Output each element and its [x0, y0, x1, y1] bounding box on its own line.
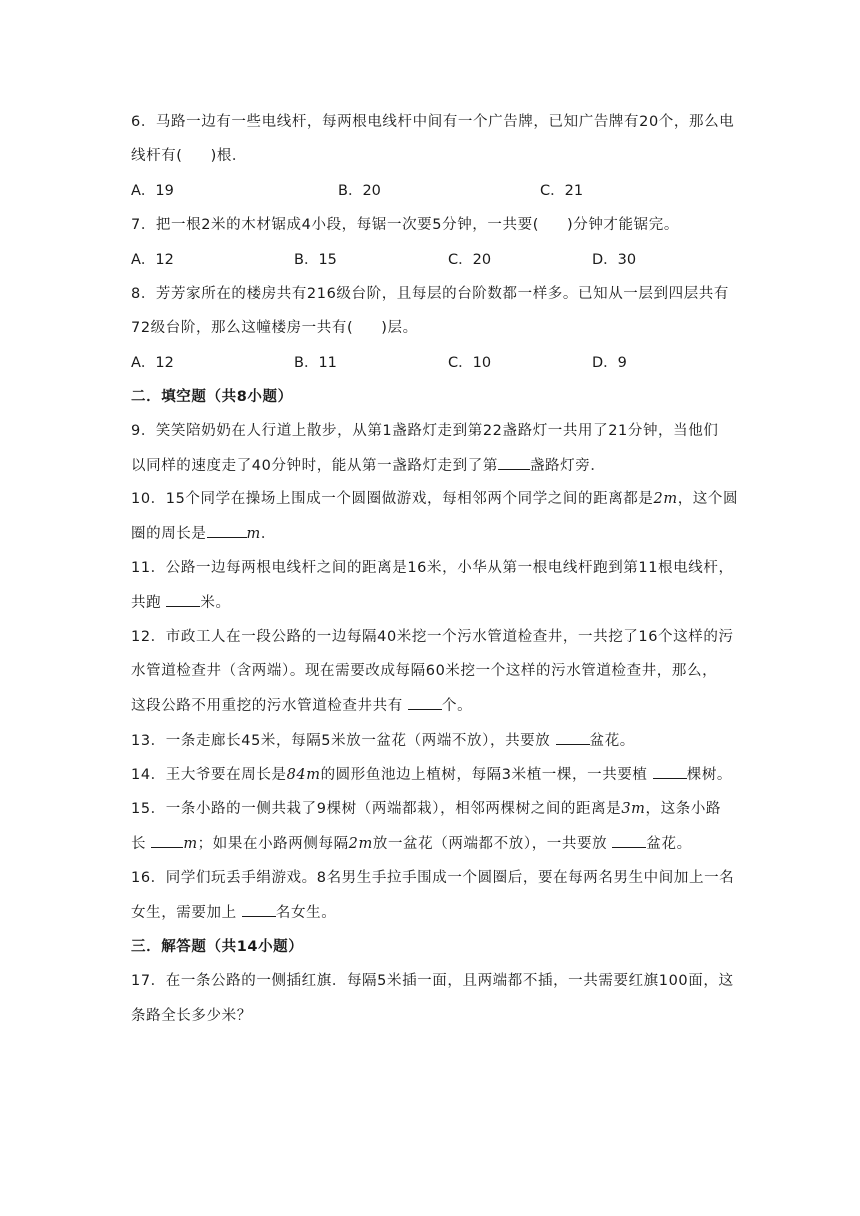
q8-option-a: A．12	[131, 355, 174, 371]
answer-blank	[556, 730, 590, 745]
q14-text-c: 棵树。	[686, 767, 733, 783]
q10-line-1	[131, 489, 738, 509]
q17-line-1: 17．在一条公路的一侧插红旗．每隔5米插一面，且两端都不插，一共需要红旗100面，这	[131, 973, 734, 989]
section-heading-fill-in: 二．填空题（共8小题）	[131, 389, 293, 405]
q10-line-2	[131, 523, 276, 544]
q14-math: 84m	[286, 767, 321, 783]
q8-option-c: C．10	[448, 355, 492, 371]
q11-line-2	[131, 592, 231, 613]
q14-text-a: 14．王大爷要在周长是	[131, 767, 287, 783]
q12-text-a: 这段公路不用重挖的污水管道检查井共有	[131, 698, 409, 714]
answer-blank	[612, 833, 646, 848]
q15-text-c: 长	[131, 836, 152, 852]
q10-text-b: ，这个圆	[677, 491, 739, 507]
q7-option-d: D．30	[592, 252, 637, 268]
q8-line-2	[131, 318, 418, 338]
q16-line-2	[131, 902, 336, 923]
q10-text-a: 10．15个同学在操场上围成一个圆圈做游戏，每相邻两个同学之间的距离都是	[131, 491, 654, 507]
q15-line-2	[131, 833, 692, 854]
answer-blank	[166, 592, 200, 607]
q10-text-c: 圈的周长是	[131, 526, 207, 542]
q15-text-b: ，这条小路	[645, 801, 722, 817]
q6-line-2	[131, 146, 247, 166]
q6-text-a: 线杆有(	[131, 148, 183, 164]
q12-line-1: 12．市政工人在一段公路的一边每隔40米挖一个污水管道检查井，一共挖了16个这样的污	[131, 629, 734, 645]
q6-line-1: 6．马路一边有一些电线杆，每两根电线杆中间有一个广告牌，已知广告牌有20个，那么电	[131, 114, 735, 130]
q6-text-b: )根．	[210, 148, 248, 164]
q9-text-b: 盏路灯旁．	[529, 458, 606, 474]
q15-math-2: 2m	[348, 836, 373, 852]
q8-option-b: B．11	[294, 355, 337, 371]
q7-text-a: 7．把一根2米的木材锯成4小段，每锯一次要5分钟，一共要(	[131, 217, 539, 233]
q16-text-a: 女生，需要加上	[131, 905, 242, 921]
q7-text-b: )分钟才能锯完。	[566, 217, 679, 233]
q8-option-d: D．9	[592, 355, 627, 371]
answer-blank	[207, 523, 247, 538]
q15-text-a: 15．一条小路的一侧共栽了9棵树（两端都栽），相邻两棵树之间的距离是	[131, 801, 622, 817]
answer-blank	[242, 902, 276, 917]
q16-line-1: 16．同学们玩丢手绢游戏。8名男生手拉手围成一个圆圈后，要在每两名男生中间加上一名	[131, 870, 735, 886]
q13-line	[131, 730, 635, 751]
q14-line	[131, 764, 732, 785]
q11-text-b: 米。	[200, 595, 231, 611]
q8-line-1: 8．芳芳家所在的楼房共有216级台阶，且每层的台阶数都一样多。已知从一层到四层共有	[131, 286, 729, 302]
q9-line-2	[131, 455, 605, 476]
q15-unit: m	[183, 836, 198, 852]
answer-blank	[151, 833, 183, 848]
q15-text-e: 放一盆花（两端都不放），一共要放	[372, 836, 613, 852]
q13-text-b: 盆花。	[589, 733, 635, 749]
q15-math: 3m	[621, 801, 646, 817]
q16-text-b: 名女生。	[275, 905, 337, 921]
q6-option-c: C．21	[540, 183, 584, 199]
q6-option-a: A．19	[131, 183, 174, 199]
q9-line-1: 9．笑笑陪奶奶在人行道上散步，从第1盏路灯走到第22盏路灯一共用了21分钟，当他们	[131, 423, 719, 439]
q12-line-2: 水管道检查井（含两端）。现在需要改成每隔60米挖一个这样的污水管道检查井，那么，	[131, 663, 718, 679]
q17-line-2: 条路全长多少米？	[131, 1008, 252, 1024]
q10-unit: m	[246, 526, 261, 542]
q7-option-b: B．15	[294, 252, 337, 268]
q8-text-a: 72级台阶，那么这幢楼房一共有(	[131, 320, 354, 336]
q13-text-a: 13．一条走廊长45米，每隔5米放一盆花（两端不放），共要放	[131, 733, 556, 749]
q10-text-d: ．	[260, 526, 276, 542]
answer-blank	[653, 764, 687, 779]
q10-math: 2m	[653, 491, 678, 507]
q11-line-1: 11．公路一边每两根电线杆之间的距离是16米，小华从第一根电线杆跑到第11根电线杆，	[131, 560, 734, 576]
q7-option-a: A．12	[131, 252, 174, 268]
q12-text-b: 个。	[442, 698, 473, 714]
answer-blank	[498, 455, 530, 470]
q9-text-a: 以同样的速度走了40分钟时，能从第一盏路灯走到了第	[131, 458, 498, 474]
q8-text-b: )层。	[381, 320, 418, 336]
q6-option-b: B．20	[338, 183, 381, 199]
q15-text-f: 盆花。	[646, 836, 692, 852]
q15-text-d: ；如果在小路两侧每隔	[197, 836, 349, 852]
q12-line-3	[131, 695, 472, 716]
q7-line-1	[131, 215, 679, 235]
q11-text-a: 共跑	[131, 595, 167, 611]
q14-text-b: 的圆形鱼池边上植树，每隔3米植一棵，一共要植	[320, 767, 653, 783]
answer-blank	[408, 695, 442, 710]
q15-line-1	[131, 799, 721, 819]
q7-option-c: C．20	[448, 252, 492, 268]
section-heading-solutions: 三．解答题（共14小题）	[131, 939, 304, 955]
